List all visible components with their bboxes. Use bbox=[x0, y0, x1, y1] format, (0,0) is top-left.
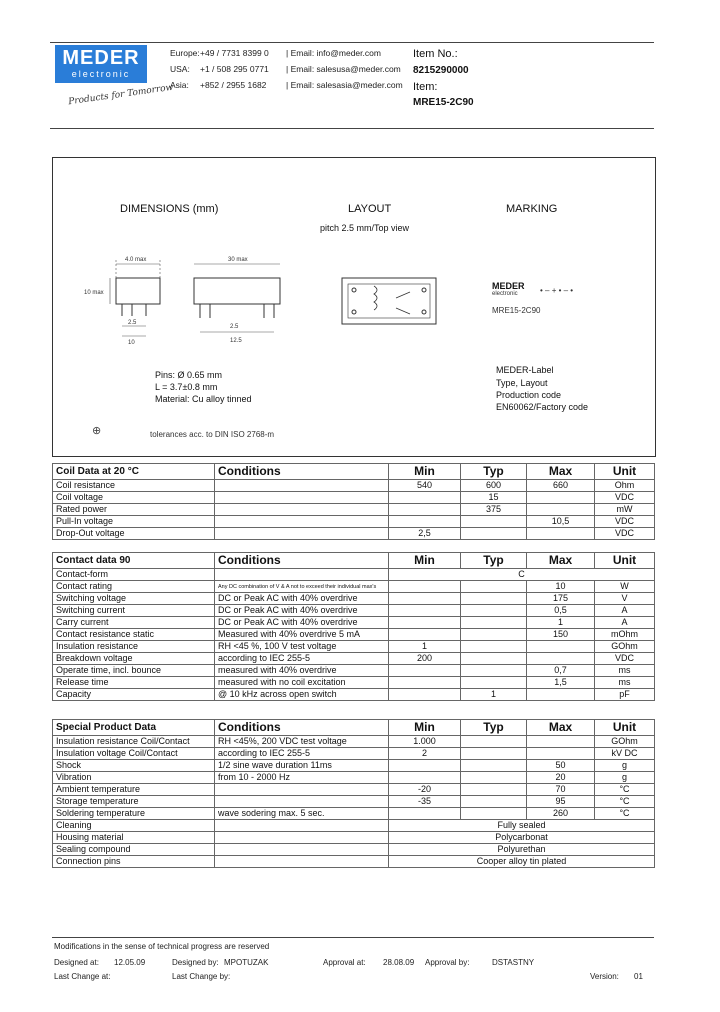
table-title: Coil Data at 20 °C bbox=[53, 464, 215, 480]
table-row bbox=[53, 617, 655, 629]
table-cell bbox=[527, 528, 595, 540]
table-cell: measured with no coil excitation bbox=[215, 677, 389, 689]
row-label: Coil voltage bbox=[53, 492, 215, 504]
relay-side-view bbox=[116, 278, 160, 304]
contact-region: USA: bbox=[170, 64, 190, 74]
table-row bbox=[53, 820, 655, 832]
table-cell bbox=[215, 569, 389, 581]
footer-note: Modifications in the sense of technical progress are reserved bbox=[54, 942, 270, 951]
table-cell bbox=[389, 677, 461, 689]
table-cell: ms bbox=[595, 665, 655, 677]
item-value: MRE15-2C90 bbox=[413, 97, 474, 108]
contact-region: Asia: bbox=[170, 80, 189, 90]
table-cell bbox=[461, 748, 527, 760]
row-label: Switching voltage bbox=[53, 593, 215, 605]
row-label: Storage temperature bbox=[53, 796, 215, 808]
projection-symbol-icon: ⊕ bbox=[92, 425, 102, 437]
table-cell: 10 bbox=[527, 581, 595, 593]
logo-line2: electronic bbox=[71, 69, 131, 79]
table-row bbox=[53, 832, 655, 844]
table-cell bbox=[461, 808, 527, 820]
table-cell bbox=[389, 504, 461, 516]
table-cell bbox=[389, 617, 461, 629]
table-cell bbox=[389, 581, 461, 593]
table-cell: Fully sealed bbox=[389, 820, 655, 832]
version-label: Version: bbox=[590, 972, 619, 981]
special-product-table bbox=[52, 719, 655, 868]
dimension-drawing bbox=[80, 250, 300, 350]
dim-label: 10 max bbox=[84, 290, 104, 296]
marking-note: Production code bbox=[496, 390, 562, 400]
table-row bbox=[53, 593, 655, 605]
table-cell: 150 bbox=[527, 629, 595, 641]
table-cell bbox=[215, 480, 389, 492]
table-cell bbox=[461, 516, 527, 528]
column-header: Max bbox=[527, 720, 595, 736]
table-cell bbox=[215, 820, 389, 832]
table-row bbox=[53, 808, 655, 820]
table-cell: GOhm bbox=[595, 736, 655, 748]
table-cell: Any DC combination of V & A not to exceed their individual max's bbox=[215, 581, 389, 593]
table-cell bbox=[461, 772, 527, 784]
contact-email[interactable]: | Email: salesasia@meder.com bbox=[286, 80, 403, 90]
table-cell: -35 bbox=[389, 796, 461, 808]
table-cell bbox=[389, 492, 461, 504]
table-row bbox=[53, 492, 655, 504]
row-label: Contact-form bbox=[53, 569, 215, 581]
table-cell bbox=[215, 516, 389, 528]
table-title: Special Product Data bbox=[53, 720, 215, 736]
table-row bbox=[53, 796, 655, 808]
row-label: Sealing compound bbox=[53, 844, 215, 856]
row-label: Cleaning bbox=[53, 820, 215, 832]
designed-by-value: MPOTUZAK bbox=[224, 958, 269, 967]
marking-note: EN60062/Factory code bbox=[496, 402, 589, 412]
row-label: Rated power bbox=[53, 504, 215, 516]
table-cell: 1 bbox=[527, 617, 595, 629]
table-cell bbox=[527, 492, 595, 504]
table-cell bbox=[389, 689, 461, 701]
table-cell: Polyurethan bbox=[389, 844, 655, 856]
material-spec: Material: Cu alloy tinned bbox=[155, 394, 252, 404]
table-cell: DC or Peak AC with 40% overdrive bbox=[215, 617, 389, 629]
table-header-row bbox=[53, 553, 655, 569]
table-cell: 2,5 bbox=[389, 528, 461, 540]
table-cell: Ohm bbox=[595, 480, 655, 492]
dimensions-title: DIMENSIONS (mm) bbox=[120, 203, 219, 215]
last-change-by-label: Last Change by: bbox=[172, 972, 231, 981]
table-cell: DC or Peak AC with 40% overdrive bbox=[215, 593, 389, 605]
table-cell bbox=[215, 844, 389, 856]
row-label: Contact resistance static bbox=[53, 629, 215, 641]
table-cell bbox=[215, 504, 389, 516]
table-cell bbox=[461, 736, 527, 748]
length-spec: L = 3.7±0.8 mm bbox=[155, 382, 218, 392]
table-cell: °C bbox=[595, 784, 655, 796]
table-cell bbox=[527, 689, 595, 701]
table-cell: @ 10 kHz across open switch bbox=[215, 689, 389, 701]
table-cell: from 10 - 2000 Hz bbox=[215, 772, 389, 784]
table-cell: RH <45%, 200 VDC test voltage bbox=[215, 736, 389, 748]
table-cell: C bbox=[389, 569, 655, 581]
table-cell: g bbox=[595, 760, 655, 772]
table-header-row bbox=[53, 464, 655, 480]
row-label: Insulation resistance Coil/Contact bbox=[53, 736, 215, 748]
table-cell: mOhm bbox=[595, 629, 655, 641]
column-header: Max bbox=[527, 553, 595, 569]
marking-note: Type, Layout bbox=[496, 378, 548, 388]
table-row bbox=[53, 504, 655, 516]
table-cell: °C bbox=[595, 808, 655, 820]
table-cell: VDC bbox=[595, 492, 655, 504]
row-label: Ambient temperature bbox=[53, 784, 215, 796]
table-cell: Cooper alloy tin plated bbox=[389, 856, 655, 868]
column-header: Typ bbox=[461, 464, 527, 480]
dim-label: 2.5 bbox=[230, 324, 239, 330]
contact-phone: +1 / 508 295 0771 bbox=[200, 64, 269, 74]
dim-label: 12.5 bbox=[230, 338, 242, 344]
table-cell bbox=[461, 784, 527, 796]
table-cell: 540 bbox=[389, 480, 461, 492]
table-title: Contact data 90 bbox=[53, 553, 215, 569]
column-header: Unit bbox=[595, 720, 655, 736]
table-cell bbox=[461, 629, 527, 641]
column-header: Typ bbox=[461, 553, 527, 569]
designed-by-label: Designed by: bbox=[172, 958, 219, 967]
contact-phone: +49 / 7731 8399 0 bbox=[200, 48, 269, 58]
table-cell bbox=[389, 772, 461, 784]
table-row bbox=[53, 665, 655, 677]
table-cell: 1.000 bbox=[389, 736, 461, 748]
designed-at-label: Designed at: bbox=[54, 958, 99, 967]
table-cell: kV DC bbox=[595, 748, 655, 760]
table-cell: 600 bbox=[461, 480, 527, 492]
table-cell: 175 bbox=[527, 593, 595, 605]
table-cell: 660 bbox=[527, 480, 595, 492]
table-cell bbox=[389, 760, 461, 772]
table-cell: wave sodering max. 5 sec. bbox=[215, 808, 389, 820]
table-cell bbox=[527, 641, 595, 653]
slogan: Products for Tomorrow bbox=[67, 82, 174, 108]
table-cell: Measured with 40% overdrive 5 mA bbox=[215, 629, 389, 641]
table-cell: 15 bbox=[461, 492, 527, 504]
table-cell: 10,5 bbox=[527, 516, 595, 528]
dim-label: 2.5 bbox=[128, 320, 137, 326]
table-cell: VDC bbox=[595, 528, 655, 540]
contact-phone: +852 / 2955 1682 bbox=[200, 80, 267, 90]
coil-data-table bbox=[52, 463, 655, 540]
table-cell: 95 bbox=[527, 796, 595, 808]
row-label: Capacity bbox=[53, 689, 215, 701]
table-row bbox=[53, 641, 655, 653]
tolerances-note: tolerances acc. to DIN ISO 2768-m bbox=[150, 430, 275, 439]
table-cell: RH <45 %, 100 V test voltage bbox=[215, 641, 389, 653]
table-row bbox=[53, 760, 655, 772]
table-row bbox=[53, 784, 655, 796]
table-cell bbox=[389, 516, 461, 528]
table-cell bbox=[527, 653, 595, 665]
table-cell: 20 bbox=[527, 772, 595, 784]
column-header: Typ bbox=[461, 720, 527, 736]
column-header: Conditions bbox=[215, 720, 389, 736]
relay-front-view bbox=[194, 278, 280, 304]
column-header: Conditions bbox=[215, 464, 389, 480]
table-cell bbox=[389, 629, 461, 641]
column-header: Conditions bbox=[215, 553, 389, 569]
table-cell: 2 bbox=[389, 748, 461, 760]
layout-subtitle: pitch 2.5 mm/Top view bbox=[320, 223, 410, 233]
row-label: Breakdown voltage bbox=[53, 653, 215, 665]
column-header: Max bbox=[527, 464, 595, 480]
contact-email[interactable]: | Email: info@meder.com bbox=[286, 48, 381, 58]
table-cell: 375 bbox=[461, 504, 527, 516]
table-cell bbox=[215, 784, 389, 796]
table-cell: 1 bbox=[389, 641, 461, 653]
table-cell bbox=[461, 665, 527, 677]
row-label: Housing material bbox=[53, 832, 215, 844]
table-cell bbox=[527, 504, 595, 516]
table-cell: 200 bbox=[389, 653, 461, 665]
item-no-label: Item No.: bbox=[413, 48, 458, 60]
table-row bbox=[53, 736, 655, 748]
table-cell: GOhm bbox=[595, 641, 655, 653]
marking-note: MEDER-Label bbox=[496, 365, 554, 375]
table-cell: mW bbox=[595, 504, 655, 516]
table-cell: 1 bbox=[461, 689, 527, 701]
table-cell bbox=[461, 677, 527, 689]
row-label: Shock bbox=[53, 760, 215, 772]
layout-title: LAYOUT bbox=[348, 203, 392, 215]
table-row bbox=[53, 653, 655, 665]
row-label: Pull-In voltage bbox=[53, 516, 215, 528]
table-cell: 50 bbox=[527, 760, 595, 772]
table-row bbox=[53, 844, 655, 856]
table-cell bbox=[215, 492, 389, 504]
approval-at-label: Approval at: bbox=[323, 958, 366, 967]
row-label: Drop-Out voltage bbox=[53, 528, 215, 540]
table-cell bbox=[527, 748, 595, 760]
table-cell bbox=[389, 665, 461, 677]
table-cell: 0,5 bbox=[527, 605, 595, 617]
pins-spec: Pins: Ø 0.65 mm bbox=[155, 370, 223, 380]
row-label: Insulation resistance bbox=[53, 641, 215, 653]
table-cell bbox=[461, 653, 527, 665]
contact-data-table bbox=[52, 552, 655, 701]
approval-at-value: 28.08.09 bbox=[383, 958, 415, 967]
table-cell bbox=[461, 617, 527, 629]
table-cell bbox=[389, 605, 461, 617]
marking-title: MARKING bbox=[506, 203, 558, 215]
marking-pin-dots-icon: • – + • – • bbox=[540, 286, 574, 295]
column-header: Min bbox=[389, 464, 461, 480]
table-cell: A bbox=[595, 617, 655, 629]
table-row bbox=[53, 516, 655, 528]
table-row bbox=[53, 748, 655, 760]
table-row bbox=[53, 629, 655, 641]
table-cell bbox=[461, 641, 527, 653]
version-value: 01 bbox=[634, 972, 643, 981]
table-cell bbox=[215, 796, 389, 808]
column-header: Min bbox=[389, 720, 461, 736]
table-cell bbox=[389, 593, 461, 605]
table-cell: pF bbox=[595, 689, 655, 701]
item-no-value: 8215290000 bbox=[413, 65, 469, 76]
row-label: Soldering temperature bbox=[53, 808, 215, 820]
contact-email[interactable]: | Email: salesusa@meder.com bbox=[286, 64, 401, 74]
approval-by-label: Approval by: bbox=[425, 958, 470, 967]
table-row bbox=[53, 605, 655, 617]
footer-divider bbox=[52, 937, 654, 938]
table-cell bbox=[215, 856, 389, 868]
table-cell: measured with 40% overdrive bbox=[215, 665, 389, 677]
row-label: Carry current bbox=[53, 617, 215, 629]
table-row bbox=[53, 569, 655, 581]
table-cell bbox=[461, 760, 527, 772]
table-row bbox=[53, 772, 655, 784]
table-cell bbox=[389, 808, 461, 820]
table-header-row bbox=[53, 720, 655, 736]
logo-line1: MEDER bbox=[62, 47, 140, 69]
table-cell bbox=[215, 832, 389, 844]
table-cell bbox=[527, 736, 595, 748]
table-cell: °C bbox=[595, 796, 655, 808]
table-cell: 260 bbox=[527, 808, 595, 820]
table-cell: A bbox=[595, 605, 655, 617]
row-label: Switching current bbox=[53, 605, 215, 617]
table-cell bbox=[461, 581, 527, 593]
meder-logo bbox=[55, 45, 147, 83]
table-row bbox=[53, 480, 655, 492]
dim-label: 30 max bbox=[228, 257, 248, 263]
row-label: Vibration bbox=[53, 772, 215, 784]
column-header: Unit bbox=[595, 464, 655, 480]
row-label: Connection pins bbox=[53, 856, 215, 868]
table-row bbox=[53, 528, 655, 540]
table-cell: V bbox=[595, 593, 655, 605]
table-cell: -20 bbox=[389, 784, 461, 796]
table-cell: 1/2 sine wave duration 11ms bbox=[215, 760, 389, 772]
table-cell bbox=[461, 796, 527, 808]
table-cell: 0,7 bbox=[527, 665, 595, 677]
table-row bbox=[53, 856, 655, 868]
table-cell bbox=[461, 605, 527, 617]
row-label: Insulation voltage Coil/Contact bbox=[53, 748, 215, 760]
table-cell: according to IEC 255-5 bbox=[215, 653, 389, 665]
row-label: Operate time, incl. bounce bbox=[53, 665, 215, 677]
table-cell: VDC bbox=[595, 653, 655, 665]
table-row bbox=[53, 689, 655, 701]
table-cell: g bbox=[595, 772, 655, 784]
table-row bbox=[53, 581, 655, 593]
column-header: Min bbox=[389, 553, 461, 569]
table-cell bbox=[215, 528, 389, 540]
contact-region: Europe: bbox=[170, 48, 200, 58]
row-label: Release time bbox=[53, 677, 215, 689]
table-cell: Polycarbonat bbox=[389, 832, 655, 844]
row-label: Coil resistance bbox=[53, 480, 215, 492]
marking-brand: MEDER bbox=[492, 281, 525, 291]
table-row bbox=[53, 677, 655, 689]
dim-label: 10 bbox=[128, 340, 135, 346]
marking-code: MRE15-2C90 bbox=[492, 306, 541, 315]
coil-symbol bbox=[374, 286, 377, 310]
table-cell bbox=[461, 528, 527, 540]
table-cell: W bbox=[595, 581, 655, 593]
layout-diagram bbox=[340, 272, 440, 330]
marking-brand-sub: electronic bbox=[492, 291, 518, 297]
table-cell: DC or Peak AC with 40% overdrive bbox=[215, 605, 389, 617]
dim-label: 4.0 max bbox=[125, 257, 147, 263]
table-cell: VDC bbox=[595, 516, 655, 528]
row-label: Contact rating bbox=[53, 581, 215, 593]
approval-by-value: DSTASTNY bbox=[492, 958, 535, 967]
table-cell: 70 bbox=[527, 784, 595, 796]
designed-at-value: 12.05.09 bbox=[114, 958, 146, 967]
column-header: Unit bbox=[595, 553, 655, 569]
table-cell: 1,5 bbox=[527, 677, 595, 689]
contact-symbol bbox=[396, 292, 410, 298]
table-cell: ms bbox=[595, 677, 655, 689]
last-change-at-label: Last Change at: bbox=[54, 972, 111, 981]
table-cell bbox=[461, 593, 527, 605]
table-cell: according to IEC 255-5 bbox=[215, 748, 389, 760]
item-label: Item: bbox=[413, 81, 438, 93]
